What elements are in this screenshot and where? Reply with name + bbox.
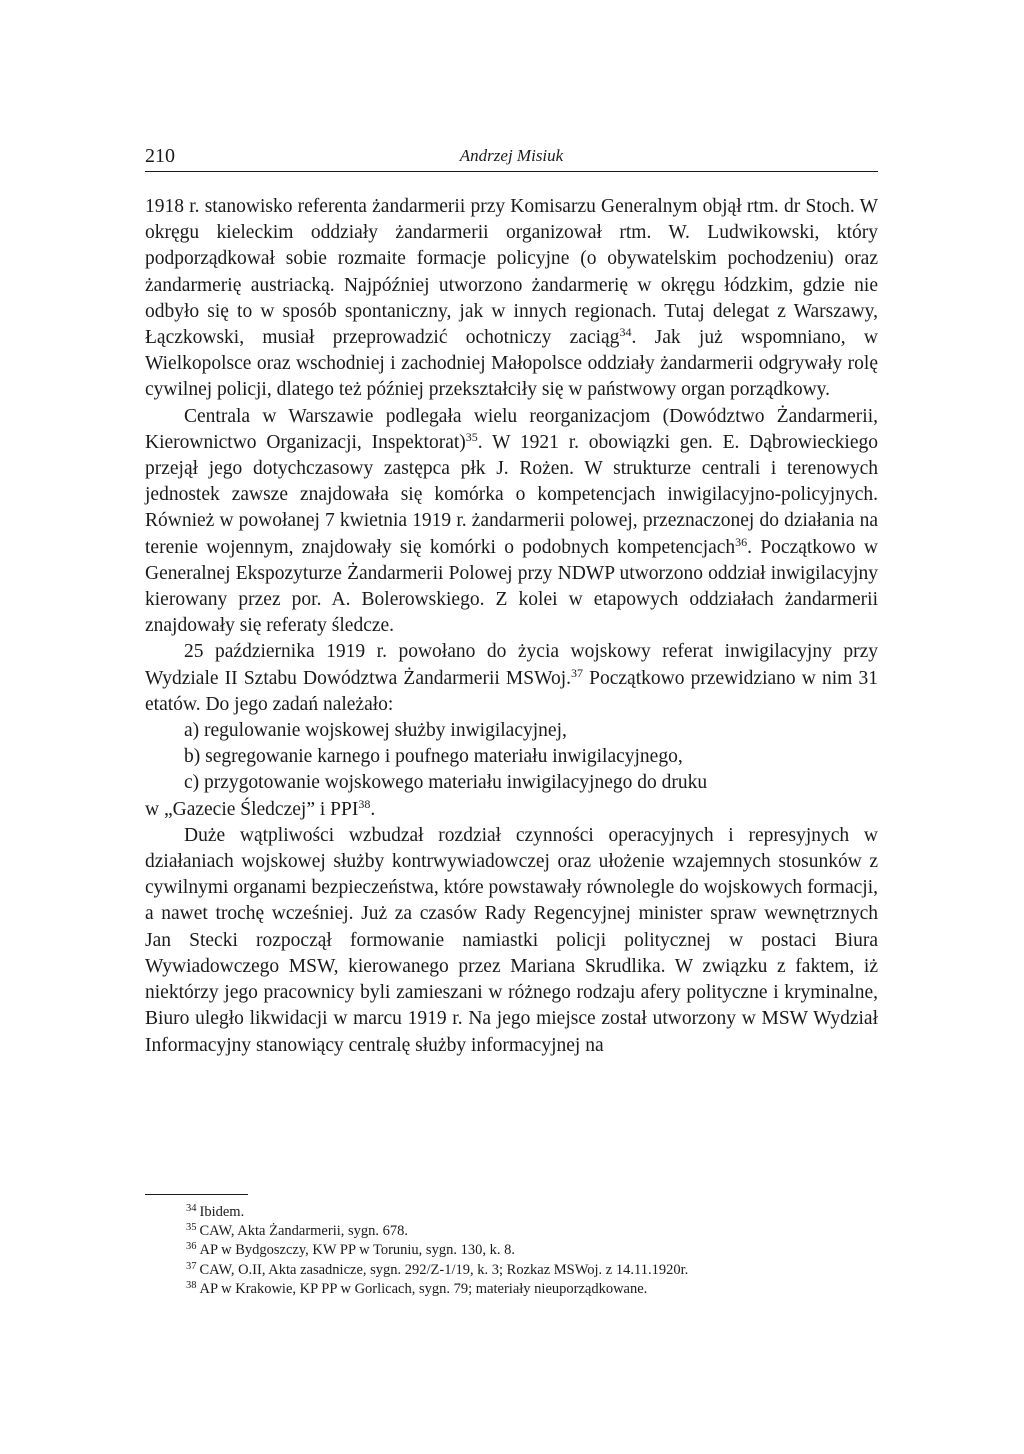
page-header bbox=[145, 143, 878, 172]
paragraph-2-text-cont: . W 1921 r. obowiązki gen. E. Dąbrowieckiego przejął jego dotychczasowy zastępca płk J. Rożen. W strukturze centrali i terenowych jednostek zawsze znajdowała się komórka o kompetencjach inwigilacyjno-policyjnych. Również w powołanej 7 kwietnia 1919 r. żandarmerii polowej, przeznaczonej do działania na terenie wojennym, znajdowały się komórki o podobnych kompetencjach bbox=[145, 431, 878, 558]
footnote-ref-35: 35 bbox=[465, 429, 478, 444]
paragraph-1-text-cont: . Jak już wspomniano, w Wielkopolsce oraz wschodniej i zachodniej Małopolsce oddziały żandarmerii odgrywały rolę cywilnej policji, dlatego też później przekształciły się w państwowy organ porządkowy. bbox=[145, 327, 878, 401]
footnote-number: 37 bbox=[186, 1260, 197, 1272]
footnote-separator bbox=[145, 1194, 248, 1195]
footnote-35 bbox=[186, 1222, 876, 1241]
footnote-number: 35 bbox=[186, 1222, 197, 1234]
footnotes bbox=[186, 1203, 876, 1299]
footnote-text: AP w Bydgoszczy, KW PP w Toruniu, sygn. 130, k. 8. bbox=[199, 1242, 515, 1259]
footnote-number: 38 bbox=[186, 1279, 197, 1291]
footnote-37 bbox=[186, 1261, 876, 1280]
page-number: 210 bbox=[145, 145, 175, 167]
footnote-number: 34 bbox=[186, 1203, 197, 1214]
footnote-ref-38: 38 bbox=[358, 796, 371, 811]
paragraph-1 bbox=[145, 194, 878, 404]
paragraph-3 bbox=[145, 639, 878, 718]
footnote-text: CAW, O.II, Akta zasadnicze, sygn. 292/Z-1/19, k. 3; Rozkaz MSWoj. z 14.11.1920r. bbox=[199, 1261, 689, 1278]
footnote-text: Ibidem. bbox=[199, 1204, 245, 1220]
paragraph-1-text: 1918 r. stanowisko referenta żandarmerii przy Komisarzu Generalnym objął rtm. dr Stoch. W okręgu kieleckim oddziały żandarmerii organizował rtm. W. Ludwikowski, który podporządkował sobie rozmaite formacje policyjne (o obywatelskim pochodzeniu) oraz żandarmerię austriacką. Najpóźniej utworzono żandarmerię w okręgu łódzkim, gdzie nie odbyło się to w sposób spontaniczny, jak w innych regionach. Tutaj delegat z Warszawy, Łączkowski, musiał przeprowadzić ochotniczy zaciąg bbox=[145, 196, 878, 349]
footnote-36 bbox=[186, 1241, 876, 1260]
list-item-b: b) segregowanie karnego i poufnego materiału inwigilacyjnego, bbox=[184, 746, 683, 768]
list-continuation bbox=[145, 797, 878, 823]
list-continuation-end: . bbox=[370, 798, 376, 820]
footnote-34 bbox=[186, 1203, 876, 1222]
footnote-text: CAW, Akta Żandarmerii, sygn. 678. bbox=[199, 1223, 409, 1240]
main-text bbox=[145, 194, 878, 1059]
paragraph-4: Duże wątpliwości wzbudzał rozdział czynności operacyjnych i represyjnych w działaniach wojskowej służby kontrwywiadowczej oraz ułożenie wzajemnych stosunków z cywilnymi organami bezpieczeństwa, które powstawały równolegle do wojskowych formacji, a nawet trochę wcześniej. Już za czasów Rady Regencyjnej minister spraw wewnętrznych Jan Stecki rozpoczął formowanie namiastki policji politycznej w postaci Biura Wywiadowczego MSW, kierowanego przez Mariana Skrudlika. W związku z faktem, iż niektórzy jego pracownicy byli zamieszani w różnego rodzaju afery polityczne i kryminalne, Biuro uległo likwidacji w marcu 1919 r. Na jego miejsce został utworzony w MSW Wydział Informacyjny stanowiący centralę służby informacyjnej na bbox=[145, 824, 878, 1056]
footnote-ref-37: 37 bbox=[571, 665, 583, 680]
paragraph-2 bbox=[145, 404, 878, 640]
paragraph-2-text-end: . Początkowo w Generalnej Ekspozyturze Żandarmerii Polowej przy NDWP utworzono oddział inwigilacyjny kierowany przez por. A. Bolerowskiego. Z kolei w etapowych oddziałach żandarmerii znajdowały się referaty śledcze. bbox=[145, 536, 878, 637]
list-item-a: a) regulowanie wojskowej służby inwigilacyjnej, bbox=[184, 720, 567, 742]
running-head-author: Andrzej Misiuk bbox=[459, 146, 564, 165]
footnote-ref-36: 36 bbox=[735, 534, 748, 549]
paragraph-2-text: Centrala w Warszawie podlegała wielu reorganizacjom (Dowództwo Żandarmerii, Kierownictwo Organizacji, Inspektorat) bbox=[145, 405, 878, 453]
footnote-ref-34: 34 bbox=[619, 325, 632, 340]
list-continuation-text: w „Gazecie Śledczej” i PPI bbox=[145, 798, 359, 820]
footnote-38 bbox=[186, 1280, 876, 1299]
list-item-c: c) przygotowanie wojskowego materiału inwigilacyjnego do druku bbox=[184, 772, 708, 794]
paragraph-3-text: 25 października 1919 r. powołano do życia wojskowy referat inwigilacyjny przy Wydziale II Sztabu Dowództwa Żandarmerii MSWoj. bbox=[145, 641, 878, 689]
paragraph-3-text-cont: Początkowo przewidziano w nim 31 etatów. Do jego zadań należało: bbox=[145, 667, 878, 715]
footnote-text: AP w Krakowie, KP PP w Gorlicach, sygn. 79; materiały nieuporządkowane. bbox=[199, 1280, 648, 1297]
footnote-number: 36 bbox=[186, 1241, 197, 1253]
